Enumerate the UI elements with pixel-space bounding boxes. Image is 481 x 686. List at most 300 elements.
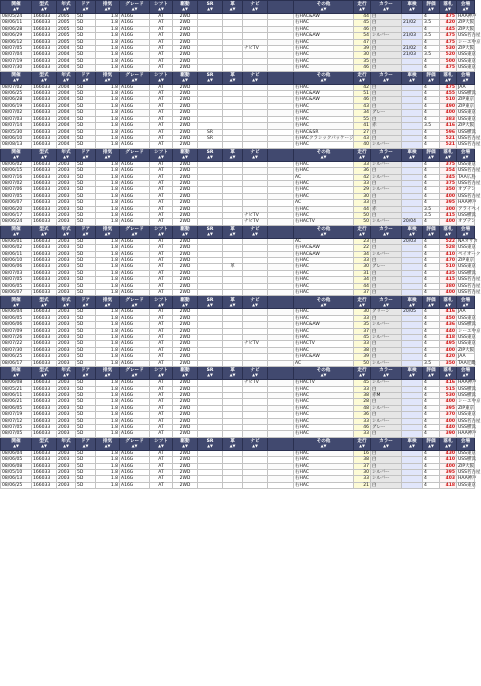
column-header-other[interactable] bbox=[294, 367, 354, 380]
column-header-other[interactable] bbox=[294, 437, 354, 450]
column-header-displacement[interactable] bbox=[96, 1, 120, 14]
cell-venue: USS東京 bbox=[458, 341, 477, 347]
sort-arrows-icon[interactable]: ▲▼ bbox=[359, 443, 365, 449]
column-header-drive[interactable] bbox=[173, 367, 198, 380]
sort-arrows-icon[interactable]: ▲▼ bbox=[383, 154, 389, 160]
sort-arrows-icon[interactable]: ▲▼ bbox=[428, 76, 434, 82]
column-header-shift[interactable] bbox=[150, 296, 173, 309]
sort-arrows-icon[interactable]: ▲▼ bbox=[383, 372, 389, 378]
column-header-displacement[interactable] bbox=[96, 225, 120, 238]
sort-arrows-icon[interactable]: ▲▼ bbox=[13, 154, 19, 160]
column-header-drive[interactable] bbox=[173, 71, 198, 84]
sort-arrows-icon[interactable]: ▲▼ bbox=[320, 6, 327, 12]
column-header-venue[interactable] bbox=[457, 1, 475, 14]
sort-arrows-icon[interactable]: ▲▼ bbox=[104, 6, 111, 12]
sort-arrows-icon[interactable]: ▲▼ bbox=[82, 231, 89, 237]
column-header-date[interactable] bbox=[1, 437, 32, 450]
column-header-year[interactable] bbox=[57, 148, 76, 161]
cell-shift: AT bbox=[150, 251, 173, 257]
cell-shift: AT bbox=[150, 52, 173, 58]
column-header-grade[interactable] bbox=[120, 148, 150, 161]
cell-model-code: 166033 bbox=[32, 386, 57, 392]
sort-arrows-icon[interactable]: ▲▼ bbox=[131, 372, 138, 378]
cell-year: 2003 bbox=[57, 270, 76, 276]
sort-arrows-icon[interactable]: ▲▼ bbox=[409, 372, 415, 378]
sort-arrows-icon[interactable]: ▲▼ bbox=[320, 76, 327, 82]
sort-arrows-icon[interactable]: ▲▼ bbox=[63, 154, 69, 160]
column-header-grade[interactable] bbox=[120, 71, 150, 84]
cell-grade: A16G bbox=[120, 360, 150, 366]
sort-arrows-icon[interactable]: ▲▼ bbox=[359, 76, 365, 82]
sort-arrows-icon[interactable]: ▲▼ bbox=[82, 301, 89, 307]
column-header-inspection[interactable] bbox=[402, 437, 423, 450]
cell-venue: ZIP東京 bbox=[458, 97, 475, 103]
sort-arrows-icon[interactable]: ▲▼ bbox=[158, 443, 164, 449]
sort-arrows-icon[interactable]: ▲▼ bbox=[104, 301, 111, 307]
sort-arrows-icon[interactable]: ▲▼ bbox=[462, 76, 469, 82]
column-header-leather[interactable] bbox=[223, 437, 243, 450]
sort-arrows-icon[interactable]: ▲▼ bbox=[359, 301, 365, 307]
sort-arrows-icon[interactable]: ▲▼ bbox=[383, 6, 389, 12]
column-header-color[interactable] bbox=[371, 71, 402, 84]
sort-arrows-icon[interactable]: ▲▼ bbox=[229, 443, 236, 449]
sort-arrows-icon[interactable]: ▲▼ bbox=[182, 154, 188, 160]
sort-arrows-icon[interactable]: ▲▼ bbox=[13, 301, 19, 307]
column-header-grade-score[interactable] bbox=[423, 437, 440, 450]
cell-shift: AT bbox=[150, 463, 173, 469]
column-header-model-code[interactable] bbox=[32, 71, 57, 84]
column-header-leather[interactable] bbox=[223, 225, 243, 238]
column-header-year[interactable] bbox=[57, 437, 76, 450]
column-header-other[interactable] bbox=[294, 71, 354, 84]
sort-arrows-icon[interactable]: ▲▼ bbox=[409, 301, 415, 307]
column-header-navi[interactable] bbox=[243, 71, 268, 84]
cell-navi: ナビTV bbox=[243, 380, 268, 386]
column-header-drive[interactable] bbox=[173, 296, 198, 309]
column-header-venue[interactable] bbox=[457, 225, 475, 238]
column-header-shift[interactable] bbox=[150, 367, 173, 380]
sort-arrows-icon[interactable]: ▲▼ bbox=[462, 301, 469, 307]
column-header-color[interactable] bbox=[371, 437, 402, 450]
column-header-sunroof[interactable] bbox=[198, 296, 223, 309]
sort-arrows-icon[interactable]: ▲▼ bbox=[462, 231, 469, 237]
sort-arrows-icon[interactable]: ▲▼ bbox=[320, 231, 327, 237]
column-header-sunroof[interactable] bbox=[198, 1, 223, 14]
cell-drive: 2WD bbox=[173, 283, 198, 289]
sort-arrows-icon[interactable]: ▲▼ bbox=[182, 76, 188, 82]
column-header-price[interactable] bbox=[440, 1, 457, 14]
cell-other: 右HAC bbox=[294, 142, 354, 148]
cell-color: 白 bbox=[371, 341, 402, 347]
column-header-doors[interactable] bbox=[76, 71, 96, 84]
column-header-inspection[interactable] bbox=[402, 71, 423, 84]
column-header-sunroof[interactable] bbox=[198, 71, 223, 84]
column-header-model-code[interactable] bbox=[32, 225, 57, 238]
column-header-color[interactable] bbox=[371, 367, 402, 380]
sort-arrows-icon[interactable]: ▲▼ bbox=[131, 76, 138, 82]
column-header-grade-score[interactable] bbox=[423, 148, 440, 161]
column-header-leather[interactable] bbox=[223, 148, 243, 161]
sort-arrows-icon[interactable]: ▲▼ bbox=[462, 443, 469, 449]
sort-arrows-icon[interactable]: ▲▼ bbox=[158, 301, 164, 307]
sort-arrows-icon[interactable]: ▲▼ bbox=[445, 6, 451, 12]
sort-arrows-icon[interactable]: ▲▼ bbox=[428, 154, 434, 160]
column-header-drive[interactable] bbox=[173, 148, 198, 161]
sort-arrows-icon[interactable]: ▲▼ bbox=[252, 301, 258, 307]
sort-arrows-icon[interactable]: ▲▼ bbox=[207, 154, 213, 160]
column-header-grade[interactable] bbox=[120, 437, 150, 450]
sort-arrows-icon[interactable]: ▲▼ bbox=[428, 231, 434, 237]
column-header-sunroof[interactable] bbox=[198, 367, 223, 380]
column-header-navi[interactable] bbox=[243, 367, 268, 380]
sort-arrows-icon[interactable]: ▲▼ bbox=[182, 231, 188, 237]
cell-year: 2003 bbox=[57, 354, 76, 360]
sort-arrows-icon[interactable]: ▲▼ bbox=[207, 76, 213, 82]
column-header-mileage[interactable] bbox=[354, 71, 371, 84]
column-header-venue[interactable] bbox=[457, 296, 475, 309]
sort-arrows-icon[interactable]: ▲▼ bbox=[41, 154, 47, 160]
sort-arrows-icon[interactable]: ▲▼ bbox=[104, 231, 111, 237]
column-header-date[interactable] bbox=[1, 148, 32, 161]
sort-arrows-icon[interactable]: ▲▼ bbox=[428, 372, 434, 378]
column-header-year[interactable] bbox=[57, 1, 76, 14]
sort-arrows-icon[interactable]: ▲▼ bbox=[359, 154, 365, 160]
sort-arrows-icon[interactable]: ▲▼ bbox=[409, 443, 415, 449]
cell-grade-score: 4 bbox=[423, 174, 440, 180]
column-header-date[interactable] bbox=[1, 71, 32, 84]
column-header-doors[interactable] bbox=[76, 296, 96, 309]
sort-arrows-icon[interactable]: ▲▼ bbox=[131, 154, 138, 160]
sort-arrows-icon[interactable]: ▲▼ bbox=[82, 443, 89, 449]
cell-displacement: 1.8 bbox=[96, 482, 120, 488]
cell-color: 白 bbox=[371, 399, 402, 405]
sort-arrows-icon[interactable]: ▲▼ bbox=[445, 301, 451, 307]
sort-arrows-icon[interactable]: ▲▼ bbox=[229, 154, 236, 160]
sort-arrows-icon[interactable]: ▲▼ bbox=[63, 6, 69, 12]
column-header-inspection[interactable] bbox=[402, 148, 423, 161]
sort-arrows-icon[interactable]: ▲▼ bbox=[104, 372, 111, 378]
column-header-price[interactable] bbox=[440, 437, 457, 450]
column-header-year[interactable] bbox=[57, 71, 76, 84]
column-header-label: 革 bbox=[230, 72, 235, 78]
sort-arrows-icon[interactable]: ▲▼ bbox=[462, 154, 469, 160]
column-header-displacement[interactable] bbox=[96, 296, 120, 309]
cell-displacement: 1.8 bbox=[96, 386, 120, 392]
column-header-sunroof[interactable] bbox=[198, 437, 223, 450]
sort-arrows-icon[interactable]: ▲▼ bbox=[462, 372, 469, 378]
column-header-grade-score[interactable] bbox=[423, 296, 440, 309]
sort-arrows-icon[interactable]: ▲▼ bbox=[229, 6, 236, 12]
column-header-navi[interactable] bbox=[243, 148, 268, 161]
sort-arrows-icon[interactable]: ▲▼ bbox=[158, 231, 164, 237]
cell-price: 440 bbox=[440, 424, 457, 430]
column-header-mileage[interactable] bbox=[354, 225, 371, 238]
sort-arrows-icon[interactable]: ▲▼ bbox=[252, 231, 258, 237]
column-header-price[interactable] bbox=[440, 71, 457, 84]
column-header-navi[interactable] bbox=[243, 296, 268, 309]
sort-arrows-icon[interactable]: ▲▼ bbox=[428, 443, 434, 449]
table-row[interactable] bbox=[1, 482, 475, 488]
column-header-venue[interactable] bbox=[457, 367, 475, 380]
sort-arrows-icon[interactable]: ▲▼ bbox=[207, 231, 213, 237]
column-header-model-code[interactable] bbox=[32, 148, 57, 161]
column-header-year[interactable] bbox=[57, 225, 76, 238]
cell-grade-score: 4 bbox=[423, 251, 440, 257]
column-header-doors[interactable] bbox=[76, 437, 96, 450]
sort-arrows-icon[interactable]: ▲▼ bbox=[158, 76, 164, 82]
sort-arrows-icon[interactable]: ▲▼ bbox=[445, 372, 451, 378]
column-header-inspection[interactable] bbox=[402, 225, 423, 238]
cell-date: 08/05/21 bbox=[1, 386, 32, 392]
column-header-date[interactable] bbox=[1, 367, 32, 380]
column-header-inspection[interactable] bbox=[402, 367, 423, 380]
sort-arrows-icon[interactable]: ▲▼ bbox=[41, 231, 47, 237]
sort-arrows-icon[interactable]: ▲▼ bbox=[63, 301, 69, 307]
sort-arrows-icon[interactable]: ▲▼ bbox=[158, 372, 164, 378]
column-header-color[interactable] bbox=[371, 296, 402, 309]
column-header-drive[interactable] bbox=[173, 1, 198, 14]
column-header-leather[interactable] bbox=[223, 296, 243, 309]
sort-arrows-icon[interactable]: ▲▼ bbox=[320, 301, 327, 307]
sort-arrows-icon[interactable]: ▲▼ bbox=[320, 443, 327, 449]
sort-arrows-icon[interactable]: ▲▼ bbox=[445, 231, 451, 237]
column-header-doors[interactable] bbox=[76, 148, 96, 161]
cell-venue: USS名古屋 bbox=[458, 33, 481, 39]
column-header-mileage[interactable] bbox=[354, 148, 371, 161]
column-header-mileage[interactable] bbox=[354, 437, 371, 450]
sort-arrows-icon[interactable]: ▲▼ bbox=[41, 76, 47, 82]
sort-arrows-icon[interactable]: ▲▼ bbox=[383, 301, 389, 307]
sort-arrows-icon[interactable]: ▲▼ bbox=[82, 76, 89, 82]
column-header-drive[interactable] bbox=[173, 437, 198, 450]
sort-arrows-icon[interactable]: ▲▼ bbox=[13, 6, 19, 12]
sort-arrows-icon[interactable]: ▲▼ bbox=[252, 6, 258, 12]
sort-arrows-icon[interactable]: ▲▼ bbox=[229, 231, 236, 237]
column-header-price[interactable] bbox=[440, 296, 457, 309]
cell-year: 2005 bbox=[57, 20, 76, 26]
column-header-inspection[interactable] bbox=[402, 1, 423, 14]
column-header-grade-score[interactable] bbox=[423, 367, 440, 380]
sort-arrows-icon[interactable]: ▲▼ bbox=[63, 231, 69, 237]
sort-arrows-icon[interactable]: ▲▼ bbox=[445, 154, 451, 160]
column-header-grade-score[interactable] bbox=[423, 1, 440, 14]
column-header-model-code[interactable] bbox=[32, 296, 57, 309]
sort-arrows-icon[interactable]: ▲▼ bbox=[63, 443, 69, 449]
cell-displacement: 1.8 bbox=[96, 283, 120, 289]
cell-inspection: 21/02 bbox=[402, 46, 423, 52]
column-header-sunroof[interactable] bbox=[198, 225, 223, 238]
cell-model-code: 166033 bbox=[32, 168, 57, 174]
column-header-other[interactable] bbox=[294, 148, 354, 161]
sort-arrows-icon[interactable]: ▲▼ bbox=[13, 372, 19, 378]
sort-arrows-icon[interactable]: ▲▼ bbox=[207, 372, 213, 378]
column-header-grade-score[interactable] bbox=[423, 225, 440, 238]
column-header-mileage[interactable] bbox=[354, 1, 371, 14]
column-header-price[interactable] bbox=[440, 148, 457, 161]
sort-arrows-icon[interactable]: ▲▼ bbox=[104, 154, 111, 160]
sort-arrows-icon[interactable]: ▲▼ bbox=[229, 76, 236, 82]
cell-color: 白 bbox=[371, 283, 402, 289]
sort-arrows-icon[interactable]: ▲▼ bbox=[409, 76, 415, 82]
column-header-leather[interactable] bbox=[223, 367, 243, 380]
sort-arrows-icon[interactable]: ▲▼ bbox=[359, 231, 365, 237]
cell-grade-score: 4 bbox=[423, 245, 440, 251]
sort-arrows-icon[interactable]: ▲▼ bbox=[131, 231, 138, 237]
sort-arrows-icon[interactable]: ▲▼ bbox=[13, 443, 19, 449]
column-header-grade[interactable] bbox=[120, 367, 150, 380]
column-header-shift[interactable] bbox=[150, 148, 173, 161]
column-header-date[interactable] bbox=[1, 225, 32, 238]
sort-arrows-icon[interactable]: ▲▼ bbox=[252, 372, 258, 378]
column-header-model-code[interactable] bbox=[32, 437, 57, 450]
sort-arrows-icon[interactable]: ▲▼ bbox=[104, 76, 111, 82]
column-header-date[interactable] bbox=[1, 296, 32, 309]
column-header-venue[interactable] bbox=[457, 148, 475, 161]
column-header-year[interactable] bbox=[57, 296, 76, 309]
column-header-color[interactable] bbox=[371, 1, 402, 14]
column-header-shift[interactable] bbox=[150, 437, 173, 450]
column-header-leather[interactable] bbox=[223, 1, 243, 14]
sort-arrows-icon[interactable]: ▲▼ bbox=[383, 76, 389, 82]
cell-drive: 2WD bbox=[173, 399, 198, 405]
column-header-displacement[interactable] bbox=[96, 437, 120, 450]
cell-grade-score: 3.5 bbox=[423, 123, 440, 129]
cell-displacement: 1.8 bbox=[96, 450, 120, 456]
sort-arrows-icon[interactable]: ▲▼ bbox=[182, 443, 188, 449]
sort-arrows-icon[interactable]: ▲▼ bbox=[182, 301, 188, 307]
cell-model-code: 166033 bbox=[32, 58, 57, 64]
column-header-drive[interactable] bbox=[173, 225, 198, 238]
column-header-label: グレード bbox=[125, 227, 144, 233]
sort-arrows-icon[interactable]: ▲▼ bbox=[131, 301, 138, 307]
column-header-doors[interactable] bbox=[76, 225, 96, 238]
sort-arrows-icon[interactable]: ▲▼ bbox=[41, 372, 47, 378]
column-header-model-code[interactable] bbox=[32, 1, 57, 14]
column-header-model-code[interactable] bbox=[32, 367, 57, 380]
column-header-grade-score[interactable] bbox=[423, 71, 440, 84]
cell-grade-score: 4 bbox=[423, 335, 440, 341]
sort-arrows-icon[interactable]: ▲▼ bbox=[41, 301, 47, 307]
sort-arrows-icon[interactable]: ▲▼ bbox=[409, 231, 415, 237]
sort-arrows-icon[interactable]: ▲▼ bbox=[462, 6, 469, 12]
sort-arrows-icon[interactable]: ▲▼ bbox=[41, 443, 47, 449]
sort-arrows-icon[interactable]: ▲▼ bbox=[252, 154, 258, 160]
cell-year: 2003 bbox=[57, 174, 76, 180]
column-header-other[interactable] bbox=[294, 296, 354, 309]
sort-arrows-icon[interactable]: ▲▼ bbox=[13, 231, 19, 237]
column-header-shift[interactable] bbox=[150, 71, 173, 84]
cell-venue: USS東京 bbox=[458, 315, 477, 321]
column-header-grade[interactable] bbox=[120, 225, 150, 238]
sort-arrows-icon[interactable]: ▲▼ bbox=[207, 443, 213, 449]
sort-arrows-icon[interactable]: ▲▼ bbox=[207, 6, 213, 12]
cell-year: 2003 bbox=[57, 187, 76, 193]
cell-year: 2003 bbox=[57, 328, 76, 334]
sort-arrows-icon[interactable]: ▲▼ bbox=[63, 372, 69, 378]
sort-arrows-icon[interactable]: ▲▼ bbox=[131, 6, 138, 12]
sort-arrows-icon[interactable]: ▲▼ bbox=[182, 372, 188, 378]
sort-arrows-icon[interactable]: ▲▼ bbox=[383, 443, 389, 449]
sort-arrows-icon[interactable]: ▲▼ bbox=[182, 6, 188, 12]
column-header-price[interactable] bbox=[440, 367, 457, 380]
column-header-shift[interactable] bbox=[150, 225, 173, 238]
sort-arrows-icon[interactable]: ▲▼ bbox=[82, 6, 89, 12]
sort-arrows-icon[interactable]: ▲▼ bbox=[445, 443, 451, 449]
sort-arrows-icon[interactable]: ▲▼ bbox=[131, 443, 138, 449]
column-header-sunroof[interactable] bbox=[198, 148, 223, 161]
column-header-inspection[interactable] bbox=[402, 296, 423, 309]
sort-arrows-icon[interactable]: ▲▼ bbox=[359, 372, 365, 378]
sort-arrows-icon[interactable]: ▲▼ bbox=[207, 301, 213, 307]
sort-arrows-icon[interactable]: ▲▼ bbox=[428, 301, 434, 307]
column-header-mileage[interactable] bbox=[354, 367, 371, 380]
sort-arrows-icon[interactable]: ▲▼ bbox=[229, 372, 236, 378]
column-header-navi[interactable] bbox=[243, 225, 268, 238]
column-header-label: 開催 bbox=[11, 2, 21, 8]
column-header-mileage[interactable] bbox=[354, 296, 371, 309]
column-header-navi[interactable] bbox=[243, 1, 268, 14]
column-header-other[interactable] bbox=[294, 225, 354, 238]
column-header-displacement[interactable] bbox=[96, 367, 120, 380]
column-header-doors[interactable] bbox=[76, 1, 96, 14]
sort-arrows-icon[interactable]: ▲▼ bbox=[158, 154, 164, 160]
sort-arrows-icon[interactable]: ▲▼ bbox=[158, 6, 164, 12]
sort-arrows-icon[interactable]: ▲▼ bbox=[320, 154, 327, 160]
sort-arrows-icon[interactable]: ▲▼ bbox=[63, 76, 69, 82]
column-header-displacement[interactable] bbox=[96, 148, 120, 161]
sort-arrows-icon[interactable]: ▲▼ bbox=[82, 154, 89, 160]
cell-grade: A16G bbox=[120, 315, 150, 321]
column-header-color[interactable] bbox=[371, 148, 402, 161]
cell-other: AC bbox=[294, 360, 354, 366]
sort-arrows-icon[interactable]: ▲▼ bbox=[104, 443, 111, 449]
column-header-doors[interactable] bbox=[76, 367, 96, 380]
sort-arrows-icon[interactable]: ▲▼ bbox=[383, 231, 389, 237]
column-header-grade[interactable] bbox=[120, 1, 150, 14]
column-header-leather[interactable] bbox=[223, 71, 243, 84]
sort-arrows-icon[interactable]: ▲▼ bbox=[428, 6, 434, 12]
column-header-venue[interactable] bbox=[457, 437, 475, 450]
column-header-navi[interactable] bbox=[243, 437, 268, 450]
cell-displacement: 1.8 bbox=[96, 123, 120, 129]
column-header-displacement[interactable] bbox=[96, 71, 120, 84]
sort-arrows-icon[interactable]: ▲▼ bbox=[320, 372, 327, 378]
cell-price: 400 bbox=[440, 463, 457, 469]
column-header-color[interactable] bbox=[371, 225, 402, 238]
column-header-venue[interactable] bbox=[457, 71, 475, 84]
cell-other: 右HAC bbox=[294, 283, 354, 289]
sort-arrows-icon[interactable]: ▲▼ bbox=[409, 6, 415, 12]
sort-arrows-icon[interactable]: ▲▼ bbox=[82, 372, 89, 378]
sort-arrows-icon[interactable]: ▲▼ bbox=[445, 76, 451, 82]
column-header-date[interactable] bbox=[1, 1, 32, 14]
sort-arrows-icon[interactable]: ▲▼ bbox=[409, 154, 415, 160]
sort-arrows-icon[interactable]: ▲▼ bbox=[229, 301, 236, 307]
sort-arrows-icon[interactable]: ▲▼ bbox=[41, 6, 47, 12]
column-header-price[interactable] bbox=[440, 225, 457, 238]
sort-arrows-icon[interactable]: ▲▼ bbox=[252, 76, 258, 82]
sort-arrows-icon[interactable]: ▲▼ bbox=[13, 76, 19, 82]
sort-arrows-icon[interactable]: ▲▼ bbox=[359, 6, 365, 12]
cell-color: シルバー bbox=[371, 322, 402, 328]
column-header-grade[interactable] bbox=[120, 296, 150, 309]
cell-grade: A16G bbox=[120, 245, 150, 251]
cell-drive: 2WD bbox=[173, 129, 198, 135]
sort-arrows-icon[interactable]: ▲▼ bbox=[252, 443, 258, 449]
column-header-shift[interactable] bbox=[150, 1, 173, 14]
column-header-year[interactable] bbox=[57, 367, 76, 380]
column-header-other[interactable] bbox=[294, 1, 354, 14]
